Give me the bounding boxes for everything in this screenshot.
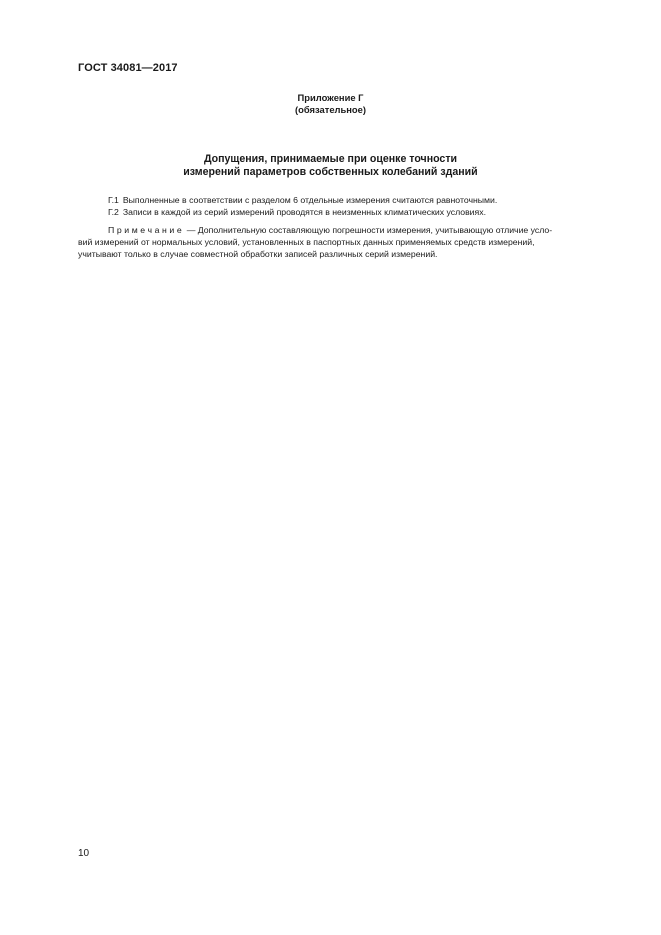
clause-number: Г.1 xyxy=(108,195,119,205)
appendix-heading xyxy=(0,92,661,115)
appendix-title-line-1: Допущения, принимаемые при оценке точности xyxy=(203,153,458,165)
clause-number: Г.2 xyxy=(108,207,119,217)
note-label: Примечание xyxy=(108,225,185,235)
note-line-1 xyxy=(78,224,611,236)
note-line-3: учитывают только в случае совместной обработки записей различных серий измерений. xyxy=(78,249,438,259)
clause-text: Выполненные в соответствии с разделом 6 отдельные измерения считаются равноточными. xyxy=(122,195,498,205)
clause-list xyxy=(108,194,497,218)
clause-item xyxy=(108,206,497,218)
clause-item xyxy=(108,194,497,206)
appendix-title xyxy=(0,153,661,179)
appendix-title-line-2: измерений параметров собственных колебаний зданий xyxy=(183,166,478,178)
note-line-2: вий измерений от нормальных условий, установленных в паспортных данных применяемых средств измерений, xyxy=(78,237,535,247)
page-number: 10 xyxy=(78,848,90,859)
note-block xyxy=(78,224,611,260)
appendix-label: Приложение Г xyxy=(297,92,364,103)
note-text-1: — Дополнительную составляющую погрешности измерения, учитывающую отличие усло- xyxy=(184,225,553,235)
standard-designation: ГОСТ 34081—2017 xyxy=(78,62,178,74)
appendix-status: (обязательное) xyxy=(295,103,366,115)
clause-text: Записи в каждой из серий измерений проводятся в неизменных климатических условиях. xyxy=(122,207,486,217)
